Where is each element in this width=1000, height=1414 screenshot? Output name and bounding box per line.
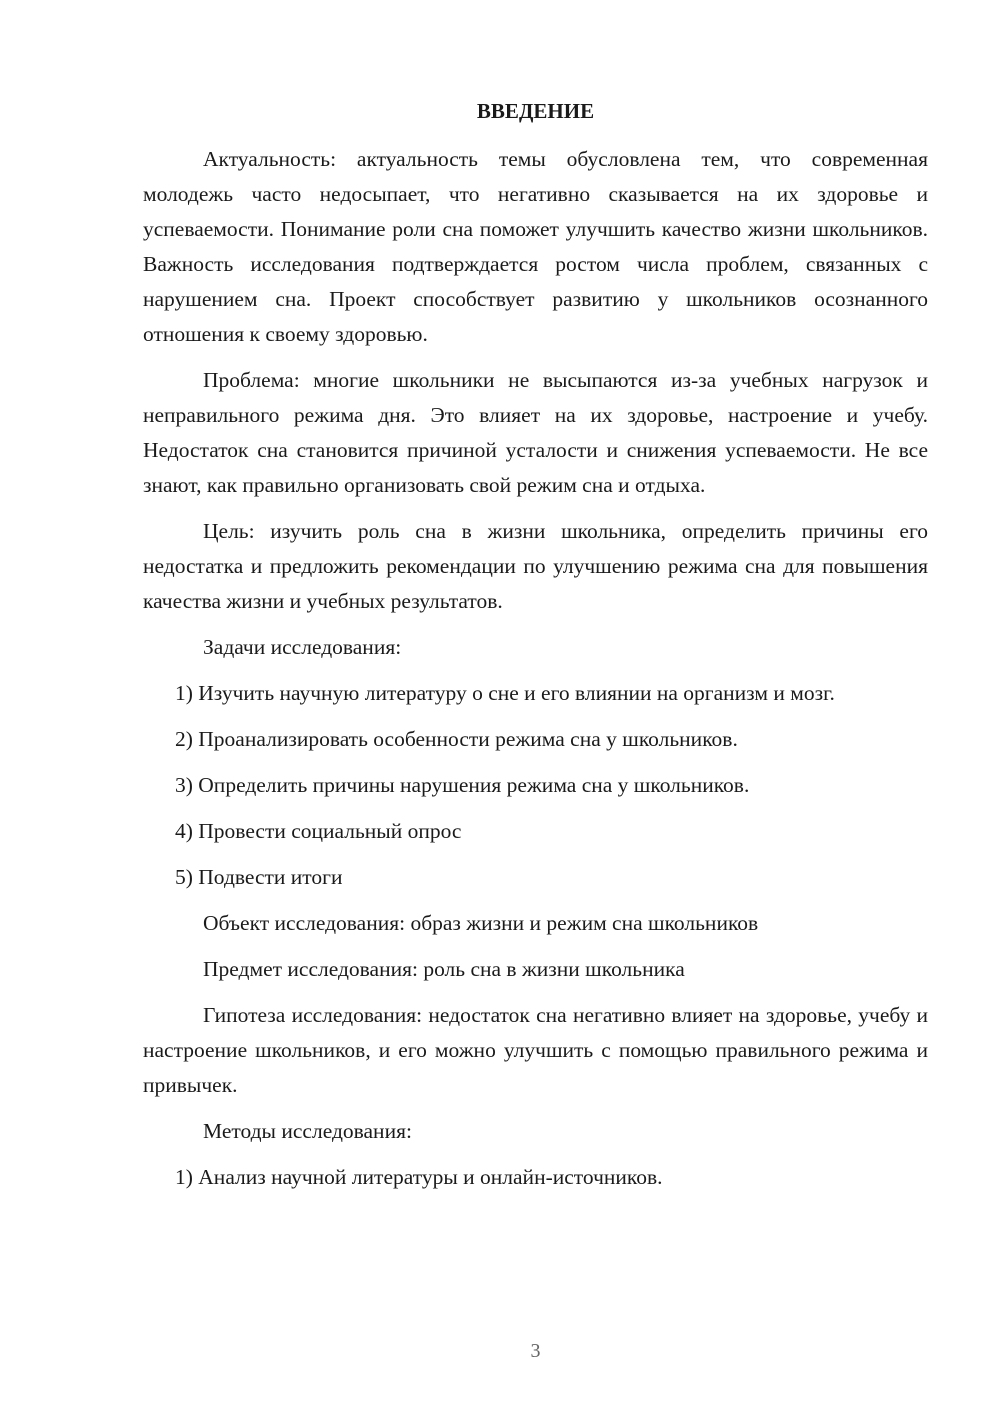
page-number: 3: [530, 1340, 541, 1362]
task-item: 4) Провести социальный опрос: [175, 819, 462, 843]
hypothesis-paragraph: Гипотеза исследования: недостаток сна негативно влияет на здоровье, учебу и настроение школьников, и его можно улучшить с помощью правильного режима и привычек.: [143, 1003, 928, 1097]
method-item: 1) Анализ научной литературы и онлайн-источников.: [175, 1165, 663, 1189]
page-title: ВВЕДЕНИЕ: [476, 99, 595, 123]
document-body: [143, 142, 928, 1206]
problem-paragraph: Проблема: многие школьники не высыпаются из-за учебных нагрузок и неправильного режима дня. Это влияет на их здоровье, настроение и учебу. Недостаток сна становится причиной усталости и снижения успеваемости. Не все знают, как правильно организовать свой режим сна и отдыха.: [143, 368, 928, 497]
task-item: 1) Изучить научную литературу о сне и его влиянии на организм и мозг.: [175, 681, 835, 705]
object-paragraph: Объект исследования: образ жизни и режим сна школьников: [203, 911, 759, 935]
subject-paragraph: Предмет исследования: роль сна в жизни школьника: [203, 957, 685, 981]
task-item: 2) Проанализировать особенности режима сна у школьников.: [175, 727, 738, 751]
task-item: 3) Определить причины нарушения режима сна у школьников.: [175, 773, 750, 797]
tasks-heading: Задачи исследования:: [203, 635, 402, 659]
methods-heading: Методы исследования:: [203, 1119, 412, 1143]
relevance-paragraph: Актуальность: актуальность темы обусловлена тем, что современная молодежь часто недосыпает, что негативно сказывается на их здоровье и успеваемости. Понимание роли сна поможет улучшить качество жизни школьников. Важность исследования подтверждается ростом числа проблем, связанных с нарушением сна. Проект способствует развитию у школьников осознанного отношения к своему здоровью.: [143, 147, 928, 346]
task-item: 5) Подвести итоги: [175, 865, 343, 889]
goal-paragraph: Цель: изучить роль сна в жизни школьника, определить причины его недостатка и предложить рекомендации по улучшению режима сна для повышения качества жизни и учебных результатов.: [143, 519, 928, 613]
